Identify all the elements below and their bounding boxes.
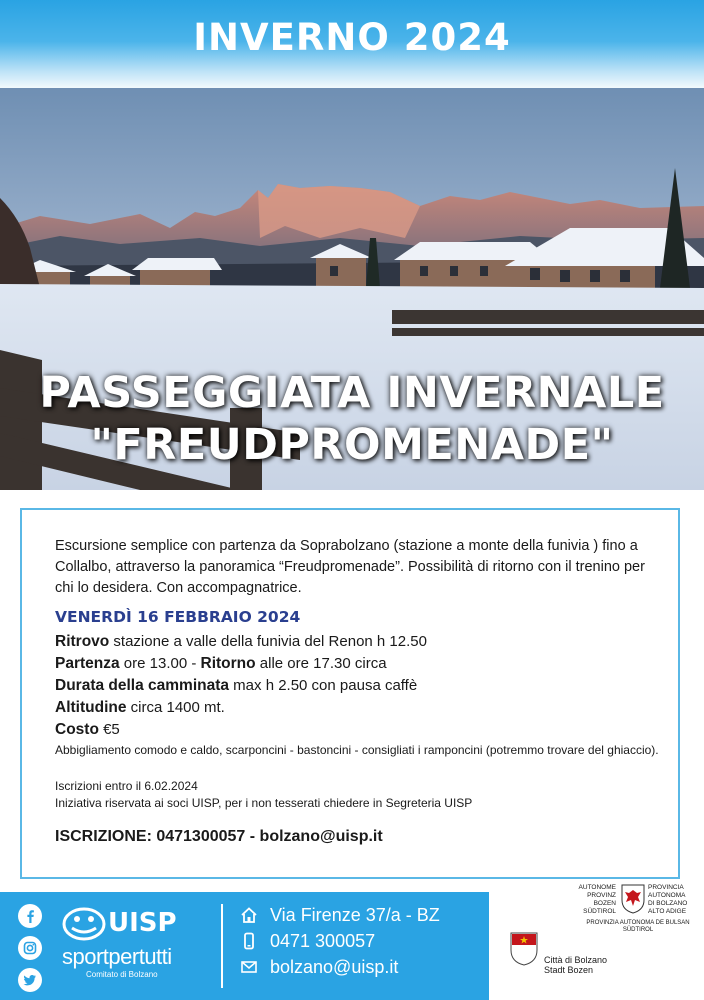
address-line — [238, 902, 483, 928]
email-text: bolzano@uisp.it — [270, 956, 399, 977]
partenza-value: ore 13.00 - — [119, 655, 201, 672]
province-left-line: SÜDTIROL — [583, 908, 616, 915]
city-name-line2: Stadt Bozen — [544, 964, 594, 975]
province-right-line: ALTO ADIGE — [648, 908, 687, 915]
detail-partenza — [55, 653, 675, 675]
province-bottom-line: SÜDTIROL — [622, 927, 654, 933]
province-bottom-line: PROVINZIA AUTONOMA DE BULSAN — [586, 920, 690, 926]
uisp-name: UISP — [108, 908, 177, 938]
costo-label: Costo — [55, 721, 99, 738]
home-icon — [238, 904, 260, 926]
event-info-box — [20, 508, 680, 879]
detail-ritrovo — [55, 631, 675, 653]
ritrovo-label: Ritrovo — [55, 633, 110, 650]
ritrovo-value: stazione a valle della funivia del Renon h 12.50 — [109, 633, 427, 650]
event-date: VENERDÌ 16 FEBBRAIO 2024 — [55, 608, 301, 626]
address-text: Via Firenze 37/a - BZ — [270, 904, 440, 925]
detail-altitudine — [55, 697, 675, 719]
ritorno-value: alle ore 17.30 circa — [255, 655, 387, 672]
uisp-logo — [62, 906, 192, 986]
contact-block — [238, 902, 483, 980]
twitter-icon[interactable] — [18, 968, 42, 992]
province-left-line: PROVINZ — [587, 892, 616, 899]
phone-line[interactable] — [238, 928, 483, 954]
city-name — [544, 956, 607, 975]
phone-text: 0471 300057 — [270, 930, 376, 951]
social-links — [18, 904, 44, 1000]
province-left-line: BOZEN — [593, 900, 616, 907]
event-title-line2: "FREUDPROMENADE" — [90, 420, 614, 470]
altitudine-label: Altitudine — [55, 699, 127, 716]
durata-label: Durata della camminata — [55, 677, 230, 694]
province-right-line: AUTONOMA — [648, 892, 686, 899]
ritorno-label: Ritorno — [200, 655, 256, 672]
uisp-committee: Comitato di Bolzano — [86, 970, 158, 979]
clothing-note: Abbigliamento comodo e caldo, scarponcini - bastoncini - consigliati i ramponcini (potremmo trovare del ghiaccio). — [55, 743, 659, 757]
province-right-line: PROVINCIA — [648, 884, 684, 891]
province-german — [566, 884, 616, 916]
partenza-label: Partenza — [55, 655, 120, 672]
event-description: Escursione semplice con partenza da Soprabolzano (stazione a monte della funivia ) fino a Collalbo, attraverso la panoramica “Freudpromenade”. Possibilità di ritorno con il trenino per chi lo desidera. Con accompagnatrice. — [55, 538, 645, 596]
header-band — [0, 0, 704, 92]
registration-info — [55, 778, 675, 812]
province-italian — [648, 884, 698, 916]
detail-costo — [55, 719, 675, 741]
email-line[interactable] — [238, 954, 483, 980]
header-title: INVERNO 2024 — [193, 16, 511, 59]
registration-contact: ISCRIZIONE: 0471300057 - bolzano@uisp.it — [55, 828, 383, 845]
durata-value: max h 2.50 con pausa caffè — [229, 677, 418, 694]
province-right-line: DI BOLZANO — [648, 900, 688, 907]
instagram-icon[interactable] — [18, 936, 42, 960]
footer-bar — [0, 892, 489, 1000]
eagle-shield-icon — [621, 884, 645, 914]
hero-photo — [0, 88, 704, 490]
uisp-emblem-icon — [62, 906, 108, 942]
registration-deadline: Iscrizioni entro il 6.02.2024 — [55, 779, 198, 793]
city-logo — [510, 932, 630, 975]
event-title-line1: PASSEGGIATA INVERNALE — [39, 368, 665, 418]
footer-divider — [221, 904, 223, 988]
uisp-tagline: sportpertutti — [62, 944, 172, 969]
facebook-icon[interactable] — [18, 904, 42, 928]
costo-value: €5 — [98, 721, 120, 738]
detail-durata — [55, 675, 675, 697]
event-details — [55, 631, 675, 741]
city-name-line1: Città di Bolzano — [544, 955, 608, 965]
registration-note: Iniziativa riservata ai soci UISP, per i non tesserati chiedere in Segreteria UISP — [55, 796, 473, 810]
phone-icon — [238, 930, 260, 952]
altitudine-value: circa 1400 mt. — [126, 699, 225, 716]
mail-icon — [238, 956, 260, 978]
city-crest-icon — [510, 932, 538, 966]
province-left-line: AUTONOME — [578, 884, 616, 891]
